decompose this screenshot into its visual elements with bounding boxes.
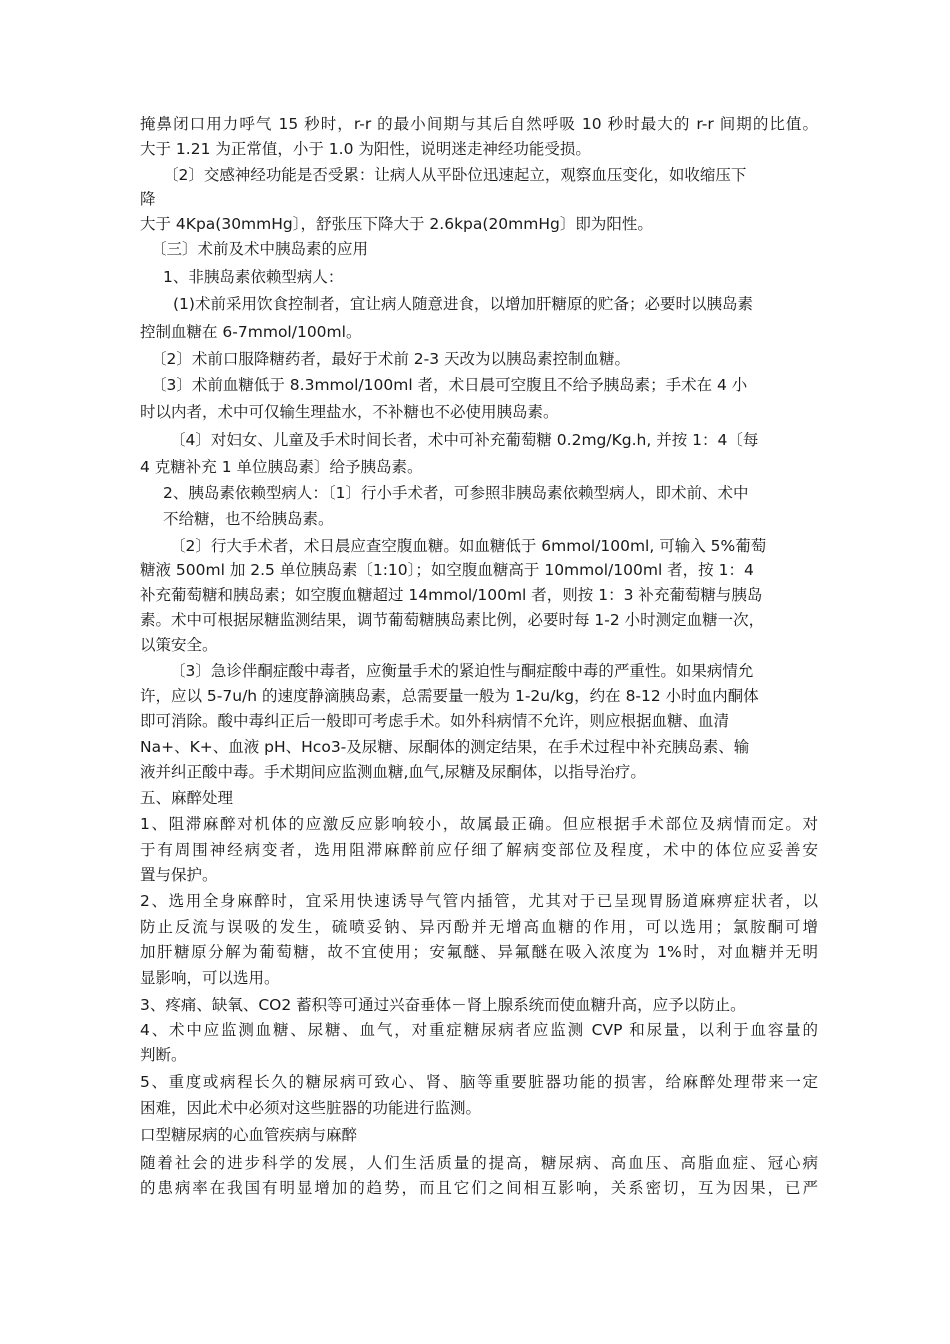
text-line: 掩鼻闭口用力呼气 15 秒时，r-r 的最小间期与其后自然呼吸 10 秒时最大的 r-r 间期的比值。	[140, 115, 818, 133]
text-line: 的患病率在我国有明显增加的趋势，而且它们之间相互影响，关系密切，互为因果，已严	[140, 1179, 818, 1197]
section-heading: 五、麻醉处理	[140, 789, 234, 807]
subsection-heading: 2、胰岛素依赖型病人：〔1〕行小手术者，可参照非胰岛素依赖型病人，即术前、术中	[163, 484, 749, 502]
text-line: 时以内者，术中可仅输生理盐水，不补糖也不必使用胰岛素。	[140, 403, 559, 421]
subsection-heading: 1、非胰岛素依赖型病人：	[163, 268, 344, 286]
text-line: 〔2〕行大手术者，术日晨应查空腹血糖。如血糖低于 6mmol/100ml, 可输入 5%葡萄	[170, 537, 767, 555]
text-line: 不给糖，也不给胰岛素。	[163, 510, 334, 528]
text-line: 即可消除。酸中毒纠正后一般即可考虑手术。如外科病情不允许，则应根据血糖、血清	[140, 712, 730, 730]
text-line: 〔3〕急诊伴酮症酸中毒者，应衡量手术的紧迫性与酮症酸中毒的严重性。如果病情允	[170, 662, 754, 680]
text-line: 加肝糖原分解为葡萄糖，故不宜使用；安氟醚、异氟醚在吸入浓度为 1%时，对血糖并无明	[140, 943, 818, 961]
text-line: 判断。	[140, 1046, 187, 1064]
text-line: (1)术前采用饮食控制者，宜让病人随意进食，以增加肝糖原的贮备；必要时以胰岛素	[173, 295, 753, 313]
text-line: 3、疼痛、缺氧、CO2 蓄积等可通过兴奋垂体－肾上腺系统而使血糖升高，应予以防止。	[140, 996, 746, 1014]
section-heading: 口型糖尿病的心血管疾病与麻醉	[140, 1126, 358, 1144]
text-line: 1、阻滞麻醉对机体的应激反应影响较小，故属最正确。但应根据手术部位及病情而定。对	[140, 815, 818, 833]
text-line: 防止反流与误吸的发生，硫喷妥钠、异丙酚并无增高血糖的作用，可以选用；氯胺酮可增	[140, 918, 818, 936]
text-line: 〔2〕交感神经功能是否受累：让病人从平卧位迅速起立，观察血压变化，如收缩压下	[163, 166, 747, 184]
text-line: 显影响，可以选用。	[140, 969, 280, 987]
text-line: 随着社会的进步科学的发展，人们生活质量的提高，糖尿病、高血压、高脂血症、冠心病	[140, 1154, 818, 1172]
text-line: 大于 4Kpa(30mmHg〕，舒张压下降大于 2.6kpa(20mmHg〕即为阳性。	[140, 215, 653, 233]
text-line: 〔4〕对妇女、儿童及手术时间长者，术中可补充葡萄糖 0.2mg/Kg.h, 并按 1：4〔每	[170, 431, 759, 449]
text-line: 大于 1.21 为正常值，小于 1.0 为阳性，说明迷走神经功能受损。	[140, 140, 591, 158]
text-line: 〔3〕术前血糖低于 8.3mmol/100ml 者，术日晨可空腹且不给予胰岛素；手术在 4 小	[151, 376, 748, 394]
text-line: 2、选用全身麻醉时，宜采用快速诱导气管内插管，尤其对于已呈现胃肠道麻痹症状者，以	[140, 892, 818, 910]
text-line: 困难，因此术中必须对这些脏器的功能进行监测。	[140, 1099, 482, 1117]
text-line: 液并纠正酸中毒。手术期间应监测血糖,血气,尿糖及尿酮体，以指导治疗。	[140, 763, 646, 781]
text-line: 4 克糖补充 1 单位胰岛素〕给予胰岛素。	[140, 458, 423, 476]
text-line: 控制血糖在 6-7mmol/100ml。	[140, 323, 362, 341]
text-line: 降	[140, 190, 156, 208]
text-line: 置与保护。	[140, 866, 218, 884]
text-line: 许，应以 5-7u/h 的速度静滴胰岛素，总需要量一般为 1-2u/kg，约在 8-12 小时血内酮体	[140, 687, 759, 705]
text-line: 〔2〕术前口服降糖药者，最好于术前 2-3 天改为以胰岛素控制血糖。	[151, 350, 631, 368]
text-line: 于有周围神经病变者，选用阻滞麻醉前应仔细了解病变部位及程度，术中的体位应妥善安	[140, 841, 818, 859]
section-heading: 〔三〕术前及术中胰岛素的应用	[151, 240, 369, 258]
text-line: 素。术中可根据尿糖监测结果，调节葡萄糖胰岛素比例，必要时每 1-2 小时测定血糖一次，	[140, 611, 765, 629]
text-line: 5、重度或病程长久的糖尿病可致心、肾、脑等重要脏器功能的损害，给麻醉处理带来一定	[140, 1073, 818, 1091]
text-line: 糖液 500ml 加 2.5 单位胰岛素〔1:10〕；如空腹血糖高于 10mmol/100ml 者，按 1：4	[140, 561, 754, 579]
text-line: 4、术中应监测血糖、尿糖、血气，对重症糖尿病者应监测 CVP 和尿量，以利于血容量的	[140, 1021, 818, 1039]
text-line: 补充葡萄糖和胰岛素；如空腹血糖超过 14mmol/100ml 者，则按 1：3 补充葡萄糖与胰岛	[140, 586, 763, 604]
text-line: 以策安全。	[140, 636, 218, 654]
text-line: Na+、K+、血液 pH、Hco3-及尿糖、尿酮体的测定结果，在手术过程中补充胰岛素、输	[140, 738, 750, 756]
